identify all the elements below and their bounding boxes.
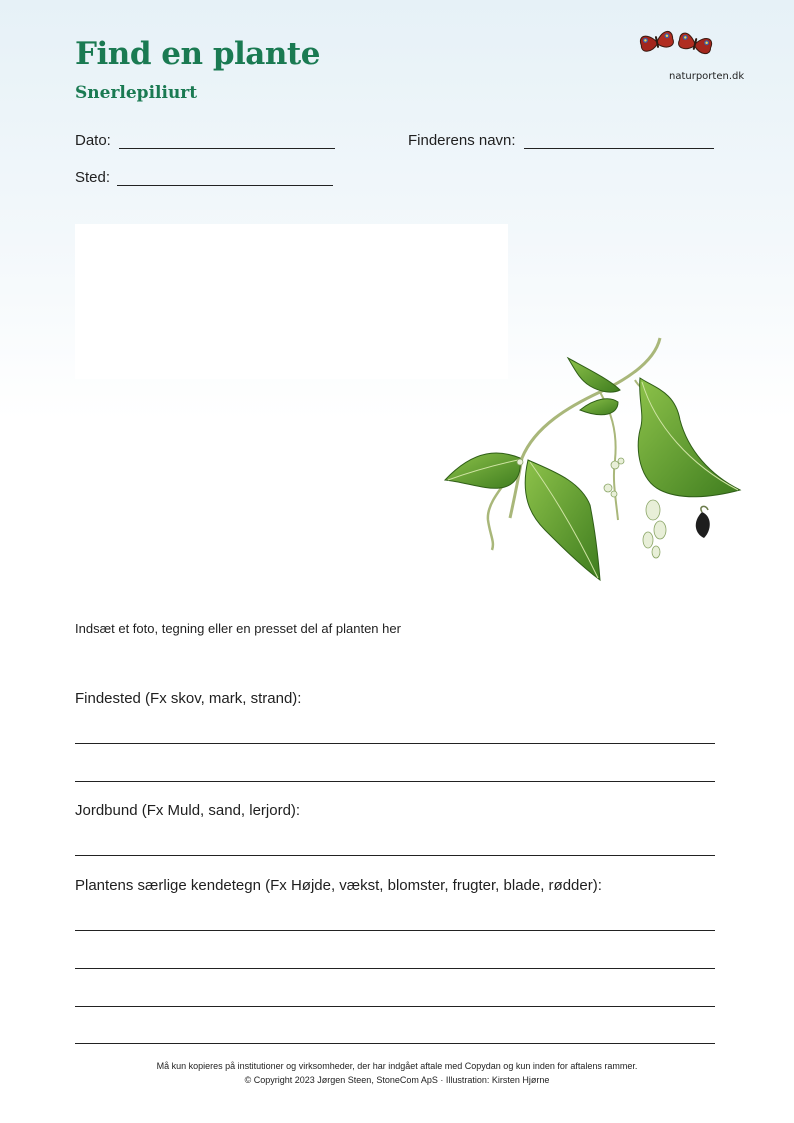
plant-name: Snerlepiliurt [75,83,198,103]
footer-copyright: © Copyright 2023 Jørgen Steen, StoneCom ApS · Illustration: Kirsten Hjørne [244,1075,550,1085]
date-field[interactable] [119,148,335,149]
kendetegn-line[interactable] [75,968,715,969]
jordbund-label: Jordbund (Fx Muld, sand, lerjord): [75,802,301,819]
logo-text: naturporten.dk [669,71,745,82]
photo-hint: Indsæt et foto, tegning eller en presset del af planten her [75,621,401,636]
place-label: Sted: [75,169,111,186]
kendetegn-line[interactable] [75,1043,715,1044]
findested-label: Findested (Fx skov, mark, strand): [75,690,302,707]
kendetegn-line[interactable] [75,1006,715,1007]
kendetegn-label: Plantens særlige kendetegn (Fx Højde, vækst, blomster, frugter, blade, rødder): [75,877,602,894]
date-label: Dato: [75,132,111,149]
butterflies-icon [635,24,717,66]
jordbund-line[interactable] [75,855,715,856]
page-title: Find en plante [75,36,320,72]
findested-line[interactable] [75,743,715,744]
plant-illustration [440,330,755,600]
place-field[interactable] [117,185,333,186]
finder-name-label: Finderens navn: [408,132,516,149]
footer-license: Må kun kopieres på institutioner og virksomheder, der har indgået aftale med Copydan og kun inden for aftalens rammer. [156,1061,638,1071]
kendetegn-line[interactable] [75,930,715,931]
findested-line[interactable] [75,781,715,782]
naturporten-logo[interactable] [630,24,750,88]
finder-name-field[interactable] [524,148,714,149]
